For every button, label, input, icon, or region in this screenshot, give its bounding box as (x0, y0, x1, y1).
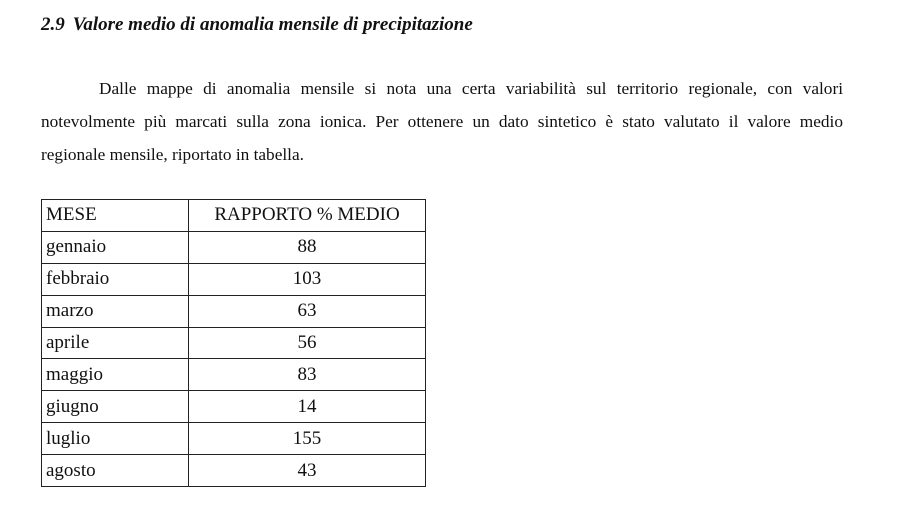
table-row (42, 391, 426, 423)
value-cell: 103 (189, 263, 426, 295)
table-header-row (42, 200, 426, 232)
table-row (42, 327, 426, 359)
month-cell: agosto (42, 455, 189, 487)
body-paragraph (41, 72, 843, 171)
table-row (42, 423, 426, 455)
month-cell: giugno (42, 391, 189, 423)
table-row (42, 359, 426, 391)
paragraph-line: notevolmente più marcati sulla zona ionica. Per ottenere un dato sintetico è stato valutato il valore medio (41, 112, 843, 131)
month-cell: luglio (42, 423, 189, 455)
paragraph-line: regionale mensile, riportato in tabella. (41, 145, 304, 164)
value-cell: 63 (189, 295, 426, 327)
table-row (42, 295, 426, 327)
table-row (42, 455, 426, 487)
month-cell: gennaio (42, 231, 189, 263)
value-cell: 88 (189, 231, 426, 263)
value-cell: 83 (189, 359, 426, 391)
table-row (42, 263, 426, 295)
value-cell: 56 (189, 327, 426, 359)
month-cell: marzo (42, 295, 189, 327)
paragraph-line: Dalle mappe di anomalia mensile si nota una certa variabilità sul territorio regionale, con valori (99, 79, 843, 98)
section-heading (41, 14, 473, 36)
header-cell-ratio: RAPPORTO % MEDIO (189, 200, 426, 232)
section-number: 2.9 (41, 14, 65, 35)
monthly-anomaly-table (41, 199, 426, 487)
value-cell: 14 (189, 391, 426, 423)
table-row (42, 231, 426, 263)
value-cell: 155 (189, 423, 426, 455)
month-cell: aprile (42, 327, 189, 359)
value-cell: 43 (189, 455, 426, 487)
section-title: Valore medio di anomalia mensile di precipitazione (72, 14, 473, 35)
month-cell: maggio (42, 359, 189, 391)
month-cell: febbraio (42, 263, 189, 295)
header-cell-month: MESE (42, 200, 189, 232)
